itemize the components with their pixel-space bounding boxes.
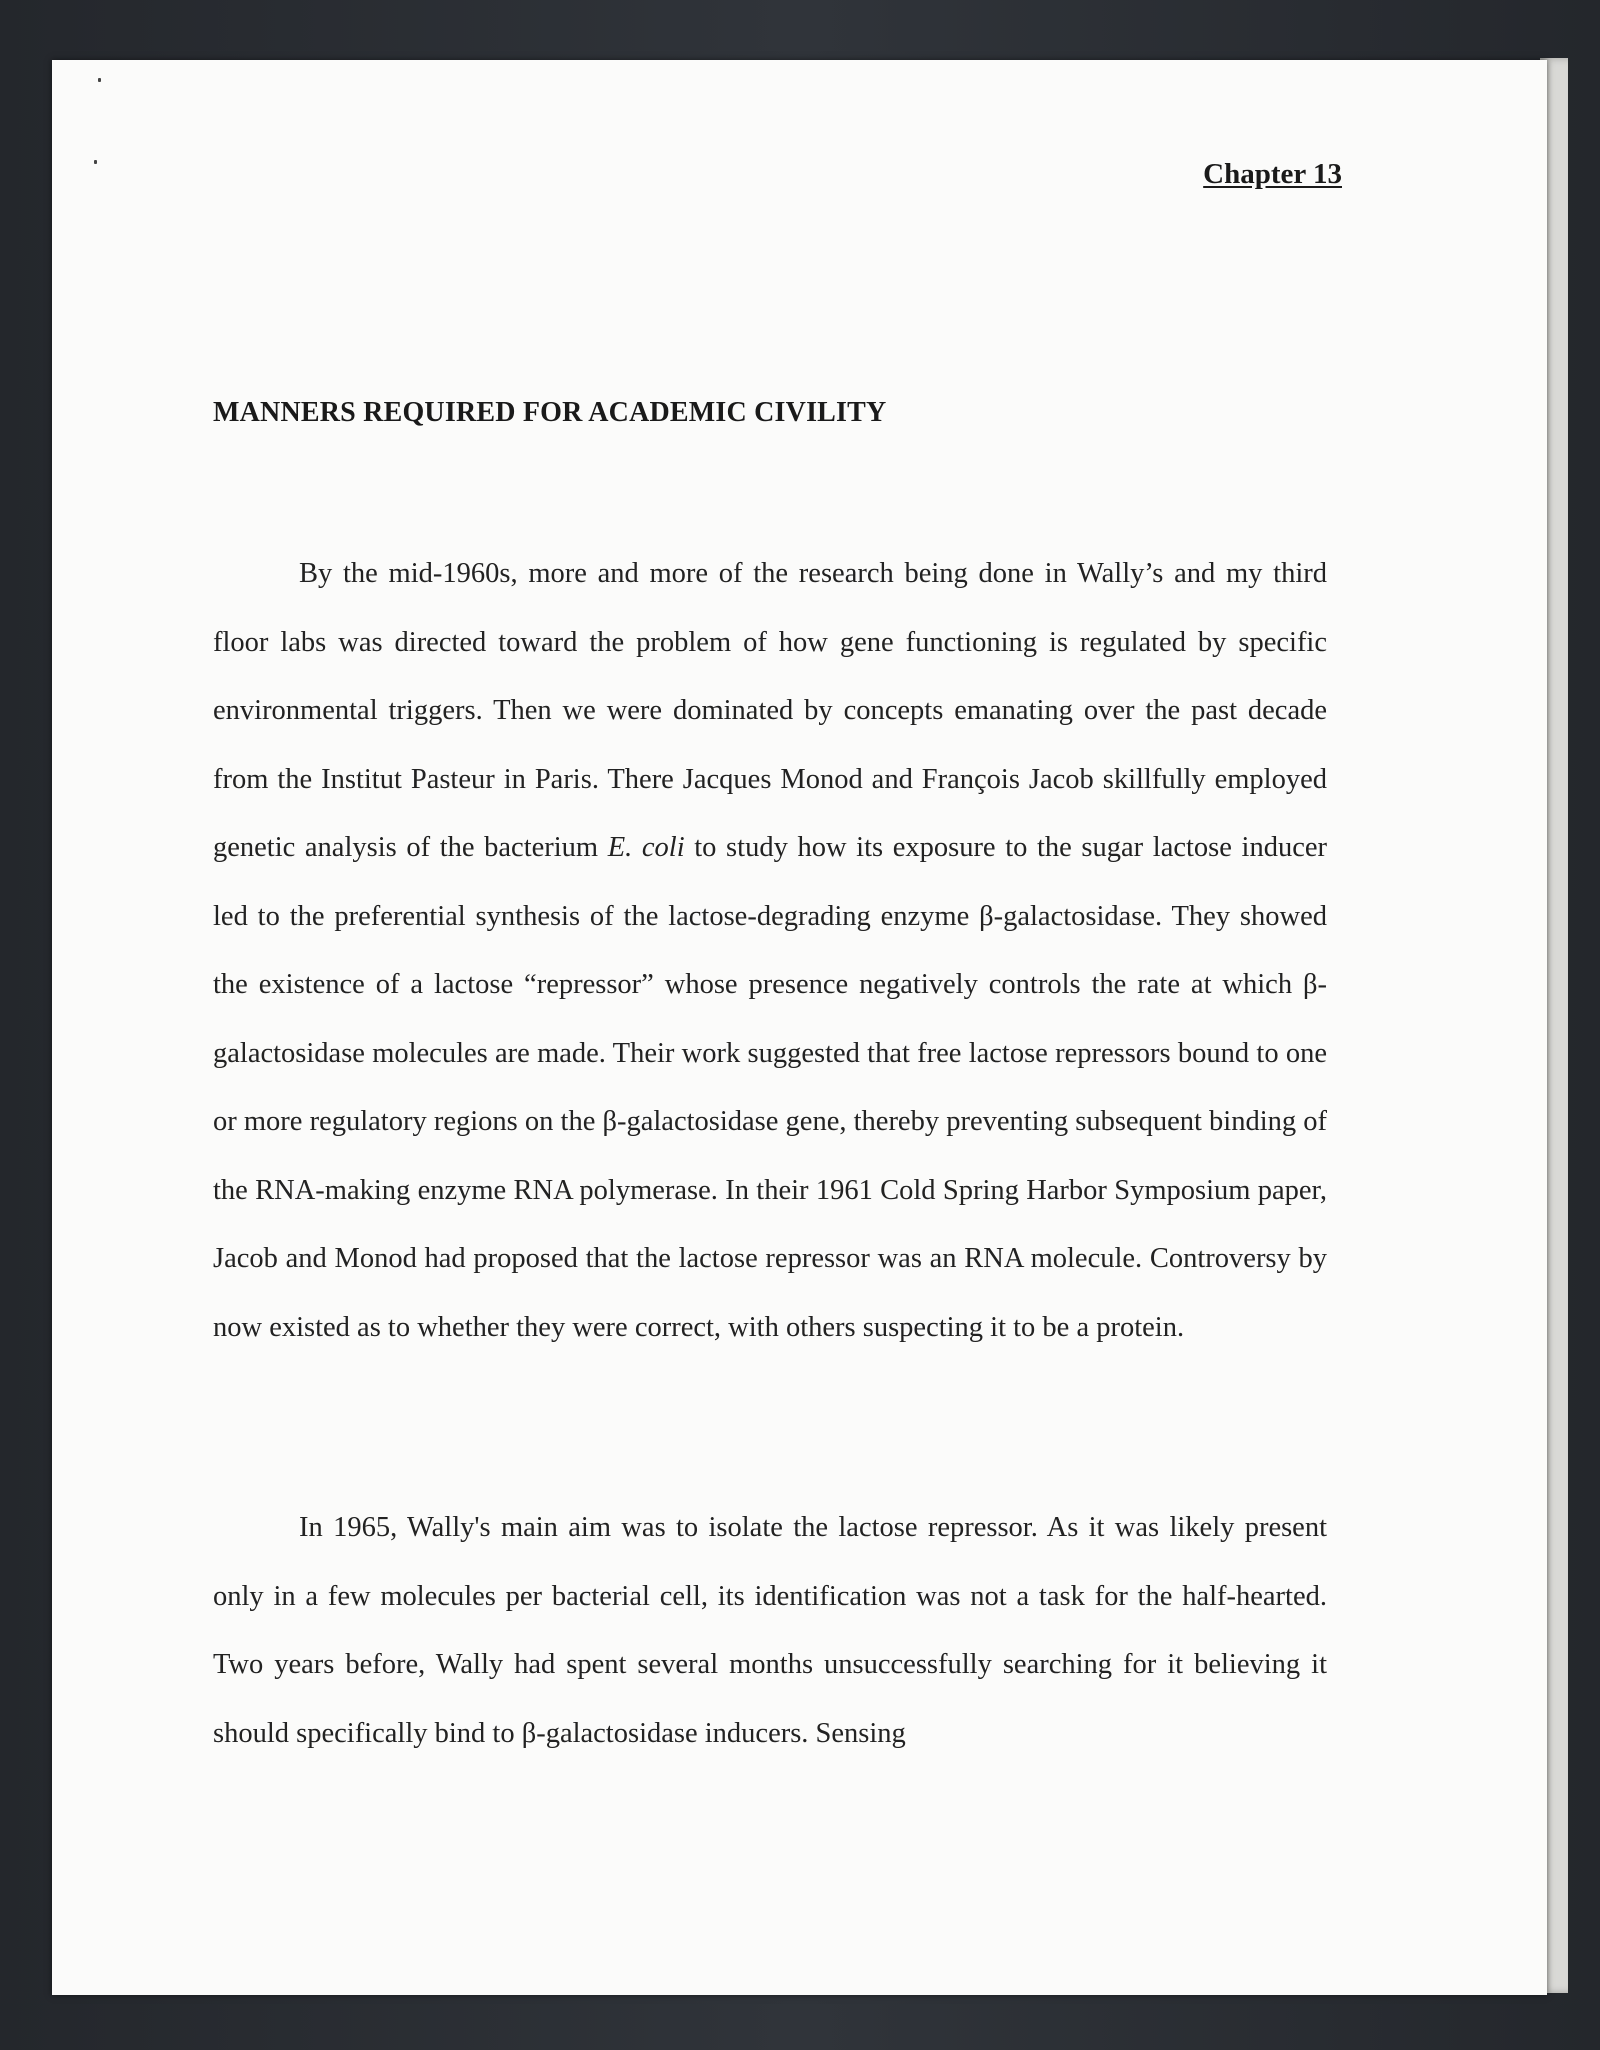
paragraph-1-text-start: By the mid-1960s, more and more of the research being done in Wally’s and my third floor labs was directed toward the problem of how gene functioning is regulated by specific environmental triggers. Then we were dominated by concepts emanating over the past decade from the Institut Pasteur in Paris. There Jacques Monod and François Jacob skillfully employed genetic analysis of the bacterium [213, 558, 1327, 863]
paragraph-1 [213, 540, 1327, 1362]
paragraph-1-italic-term: E. coli [607, 832, 685, 863]
paragraph-2 [213, 1494, 1327, 1768]
chapter-heading: Chapter 13 [1203, 158, 1342, 190]
scan-speck [98, 78, 101, 82]
paragraph-2-text: In 1965, Wally's main aim was to isolate the lactose repressor. As it was likely present only in a few molecules per bacterial cell, its identification was not a task for the half-hearted. Two years before, Wally had spent several months unsuccessfully searching for it believing it should specifically bind to β-galactosidase inducers. Sensing [213, 1512, 1327, 1749]
scan-speck [94, 160, 97, 164]
page-title: MANNERS REQUIRED FOR ACADEMIC CIVILITY [213, 397, 887, 428]
paragraph-1-text-end: to study how its exposure to the sugar lactose inducer led to the preferential synthesis of the lactose-degrading enzyme β-galactosidase. They showed the existence of a lactose “repressor” whose presence negatively controls the rate at which β-galactosidase molecules are made. Their work suggested that free lactose repressors bound to one or more regulatory regions on the β-galactosidase gene, thereby preventing subsequent binding of the RNA-making enzyme RNA polymerase. In their 1961 Cold Spring Harbor Symposium paper, Jacob and Monod had proposed that the lactose repressor was an RNA molecule. Controversy by now existed as to whether they were correct, with others suspecting it to be a protein. [213, 832, 1328, 1343]
